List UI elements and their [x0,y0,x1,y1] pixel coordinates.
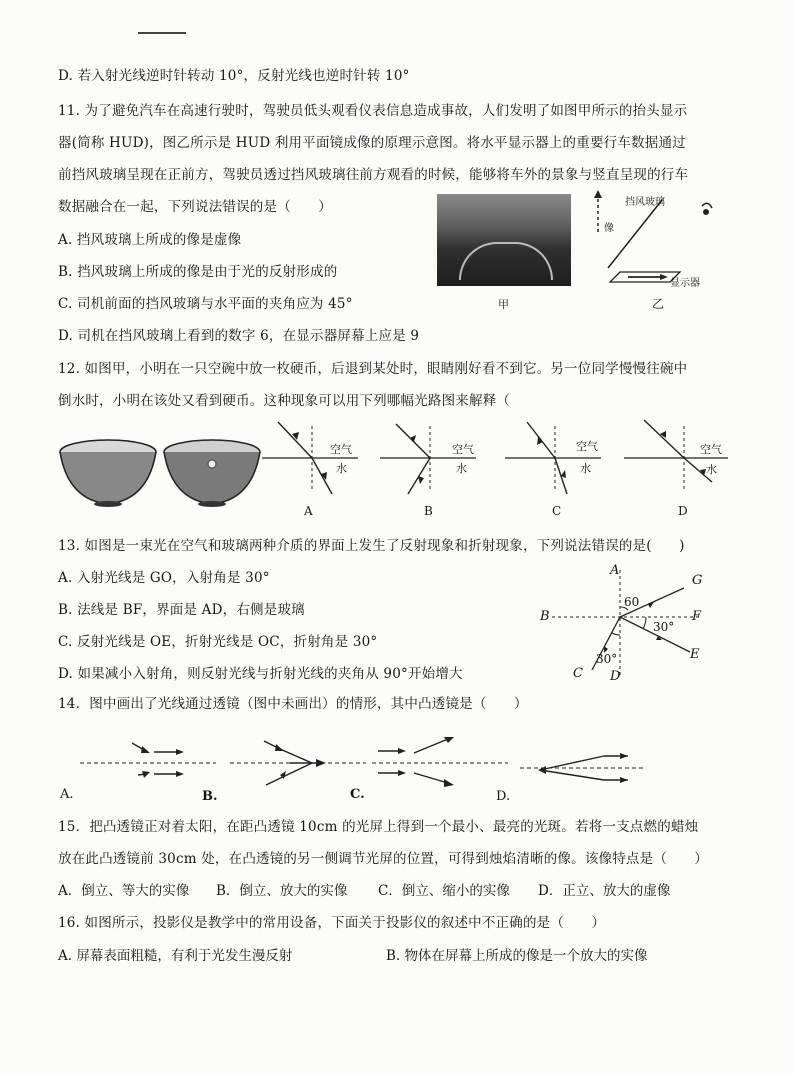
q12-a-water: 水 [336,462,347,475]
q13-point-a: A [610,563,620,578]
q11-stem-line2: 器(简称 HUD)，图乙所示是 HUD 利用平面镜成像的原理示意图。将水平显示器上的重要行车数据通过 [58,135,686,151]
q13-point-b: B [540,609,550,624]
q14-label-d: D. [496,789,511,804]
q10-option-d: D. 若入射光线逆时针转动 10°，反射光线也逆时针转 10° [58,68,410,84]
q12-diagram-d [624,418,734,498]
q13-point-e: E [690,647,700,662]
q13-angle-30-bottom: 30° [596,652,618,666]
q13-point-c: C [573,666,583,681]
label-image: 像 [604,223,614,234]
eye-icon [703,209,709,215]
fig-jia-caption: 甲 [498,298,509,311]
q12-label-c: C [552,504,562,518]
q13-point-d: D [610,669,621,684]
q12-d-air: 空气 [700,443,722,456]
hud-photo [437,194,571,286]
q13-point-f: F [692,609,702,624]
q13-option-b: B. 法线是 BF，界面是 AD，右侧是玻璃 [58,602,305,618]
q14-label-a: A. [60,787,74,802]
fig-yi-caption: 乙 [652,297,665,311]
q12-diagram-c [505,418,605,498]
q13-angle-30-right: 30° [653,620,675,634]
q16-option-a: A. 屏幕表面粗糙，有利于光发生漫反射 [58,948,293,964]
q15-option-c: C．倒立、缩小的实像 [378,883,510,899]
q12-b-water: 水 [456,462,467,475]
q11-option-a: A. 挡风玻璃上所成的像是虚像 [58,232,242,248]
q13-stem-line1: 13. 如图是一束光在空气和玻璃两种介质的界面上发生了反射现象和折射现象，下列说法错误的是( ) [58,538,685,554]
q11-stem-line3: 前挡风玻璃呈现在正前方，驾驶员透过挡风玻璃往前方观看的时候，能够将车外的景象与竖直呈现的行车 [58,167,689,183]
q12-d-water: 水 [706,463,717,476]
q11-stem-line4: 数据融合在一起，下列说法错误的是（ ） [58,199,332,215]
label-display: 显示器 [670,278,700,289]
top-mark [138,32,186,34]
q12-label-d: D [678,504,688,518]
q13-option-a: A. 入射光线是 GO，入射角是 30° [58,570,270,586]
coin-icon [208,460,216,468]
q11-option-c: C. 司机前面的挡风玻璃与水平面的夹角应为 45° [58,296,353,312]
q14-label-c: C. [350,787,365,802]
q14-diagram-a [80,738,220,788]
q14-label-b: B. [202,789,218,804]
q15-option-a: A．倒立、等大的实像 [58,883,190,899]
q15-stem-line2: 放在此凸透镜前 30cm 处，在凸透镜的另一侧调节光屏的位置，可得到烛焰清晰的像。该像特点是（ ） [58,851,709,867]
q12-diagram-b [380,418,480,498]
q14-stem-line1: 14．图中画出了光线通过透镜（图中未画出）的情形，其中凸透镜是（ ） [58,696,528,712]
bowl-empty [58,438,158,508]
q11-stem-line1: 11. 为了避免汽车在高速行驶时，驾驶员低头观看仪表信息造成事故，人们发明了如图甲所示的抬头显示 [58,103,688,119]
q15-stem-line1: 15．把凸透镜正对着太阳，在距凸透镜 10cm 的光屏上得到一个最小、最亮的光斑。若将一支点燃的蜡烛 [58,819,699,835]
q12-label-a: A [304,504,313,518]
q12-b-air: 空气 [452,443,474,456]
q12-c-air: 空气 [576,440,598,453]
q16-option-b: B. 物体在屏幕上所成的像是一个放大的实像 [386,948,648,964]
q15-option-b: B．倒立、放大的实像 [216,883,348,899]
q12-stem-line1: 12. 如图甲，小明在一只空碗中放一枚硬币，后退到某处时，眼睛刚好看不到它。另一位同学慢慢往碗中 [58,361,688,377]
q12-label-b: B [424,504,433,518]
q13-point-g: G [692,573,703,588]
q15-option-d: D．正立、放大的虚像 [538,883,671,899]
q16-stem-line1: 16. 如图所示，投影仪是教学中的常用设备，下面关于投影仪的叙述中不正确的是（ ） [58,915,606,931]
q11-option-d: D. 司机在挡风玻璃上看到的数字 6，在显示器屏幕上应是 9 [58,328,420,344]
q12-stem-line2: 倒水时，小明在该处又看到硬币。这种现象可以用下列哪幅光路图来解释（ [58,393,511,409]
q12-c-water: 水 [580,462,591,475]
label-windshield: 挡风玻璃 [625,197,665,208]
q12-diagram-a [262,418,362,498]
bowl-water [162,438,262,508]
q14-diagram-b [230,735,370,791]
q14-diagram-d [520,738,650,794]
q13-angle-60: 60 [624,595,640,609]
q12-a-air: 空气 [330,443,352,456]
q14-diagram-c [372,735,512,791]
q11-option-b: B. 挡风玻璃上所成的像是由于光的反射形成的 [58,264,338,280]
q13-option-d: D. 如果减小入射角，则反射光线与折射光线的夹角从 90°开始增大 [58,666,463,682]
hud-photo-dashboard [459,242,553,280]
q13-option-c: C. 反射光线是 OE，折射光线是 OC，折射角是 30° [58,634,378,650]
